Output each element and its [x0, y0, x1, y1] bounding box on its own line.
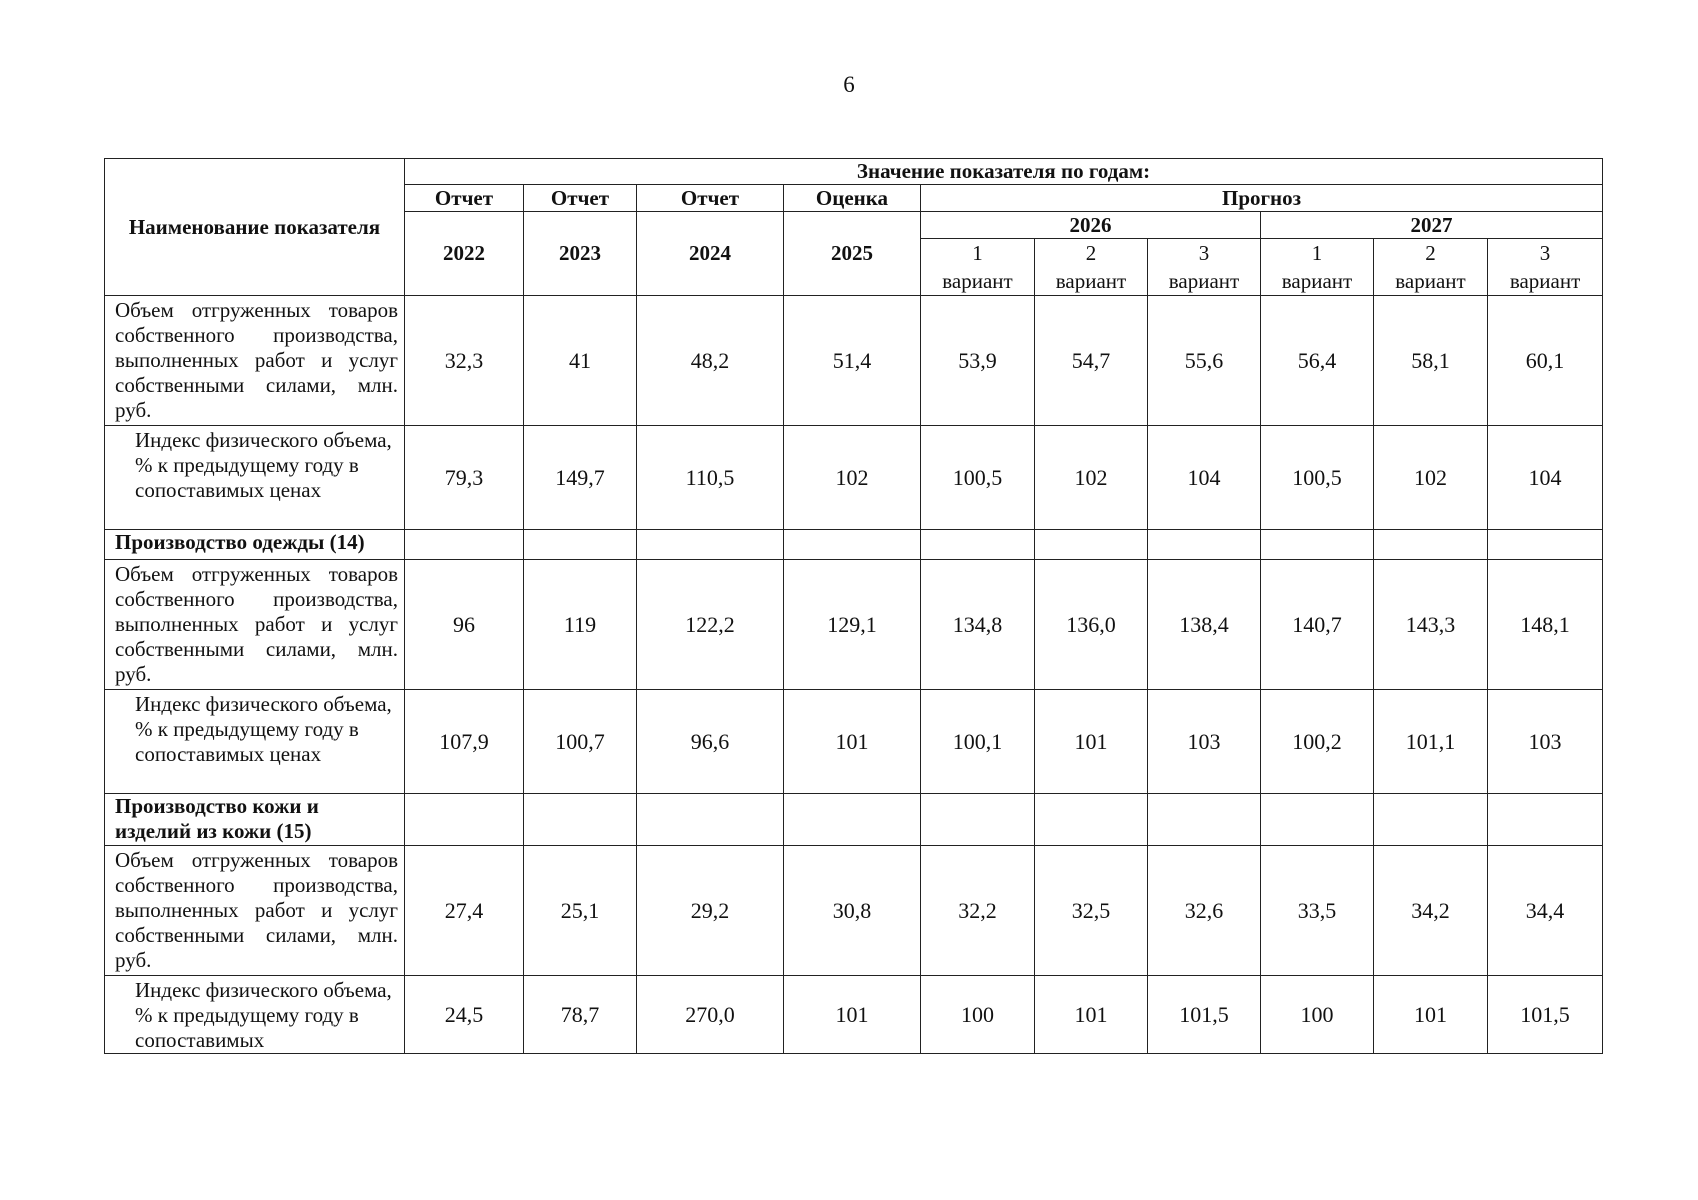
value-cell: 48,2 [637, 296, 784, 426]
report-header: Отчет [637, 185, 784, 212]
value-cell: 96 [405, 560, 524, 690]
value-cell: 103 [1148, 690, 1261, 794]
value-cell: 55,6 [1148, 296, 1261, 426]
value-cell: 96,6 [637, 690, 784, 794]
section-title: Производство одежды (14) [105, 530, 405, 560]
value-cell: 101 [1035, 690, 1148, 794]
value-cell: 60,1 [1488, 296, 1603, 426]
value-cell: 54,7 [1035, 296, 1148, 426]
forecast-header: Прогноз [921, 185, 1603, 212]
value-cell: 134,8 [921, 560, 1035, 690]
value-cell: 100,5 [921, 426, 1035, 530]
value-cell: 29,2 [637, 846, 784, 976]
table-row [105, 560, 1603, 690]
indicator-name: Объем отгруженных товаров собственного производства, выполненных работ и услуг собственными силами, млн. руб. [105, 296, 405, 426]
value-cell: 270,0 [637, 976, 784, 1054]
table-row [105, 690, 1603, 794]
table-row [105, 976, 1603, 1054]
value-cell: 101,1 [1374, 690, 1488, 794]
value-cell: 101 [1035, 976, 1148, 1054]
value-cell: 32,5 [1035, 846, 1148, 976]
value-cell: 33,5 [1261, 846, 1374, 976]
value-cell: 100,1 [921, 690, 1035, 794]
value-cell: 102 [784, 426, 921, 530]
section-title: Производство кожи и изделий из кожи (15) [105, 794, 405, 846]
value-cell: 30,8 [784, 846, 921, 976]
variant-header: 3 вариант [1488, 239, 1603, 296]
value-cell: 24,5 [405, 976, 524, 1054]
value-cell: 101,5 [1488, 976, 1603, 1054]
year-header: 2022 [405, 212, 524, 296]
table-row [105, 426, 1603, 530]
variant-header: 1 вариант [921, 239, 1035, 296]
indicator-name-header: Наименование показателя [105, 159, 405, 296]
indicator-name: Индекс физического объема, % к предыдущему году в сопоставимых ценах [105, 426, 405, 530]
value-cell: 32,3 [405, 296, 524, 426]
table-body [105, 296, 1603, 1054]
value-cell: 104 [1148, 426, 1261, 530]
forecast-year-header: 2027 [1261, 212, 1603, 239]
value-cell: 110,5 [637, 426, 784, 530]
value-cell: 122,2 [637, 560, 784, 690]
year-header: 2024 [637, 212, 784, 296]
value-cell: 100,2 [1261, 690, 1374, 794]
value-cell: 101,5 [1148, 976, 1261, 1054]
estimate-header: Оценка [784, 185, 921, 212]
year-header: 2025 [784, 212, 921, 296]
page-number: 6 [843, 72, 855, 97]
value-cell: 104 [1488, 426, 1603, 530]
value-cell: 140,7 [1261, 560, 1374, 690]
variant-header: 3 вариант [1148, 239, 1261, 296]
variant-header: 1 вариант [1261, 239, 1374, 296]
value-cell: 129,1 [784, 560, 921, 690]
year-header: 2023 [524, 212, 637, 296]
value-cell: 138,4 [1148, 560, 1261, 690]
value-cell: 100 [921, 976, 1035, 1054]
value-cell: 101 [784, 976, 921, 1054]
value-cell: 58,1 [1374, 296, 1488, 426]
value-cell: 32,2 [921, 846, 1035, 976]
value-cell: 119 [524, 560, 637, 690]
value-cell: 102 [1035, 426, 1148, 530]
indicator-name: Индекс физического объема, % к предыдущему году в сопоставимых [105, 976, 405, 1054]
value-cell: 100 [1261, 976, 1374, 1054]
value-cell: 34,2 [1374, 846, 1488, 976]
value-cell: 41 [524, 296, 637, 426]
value-cell: 53,9 [921, 296, 1035, 426]
table-header [105, 159, 1603, 296]
section-row [105, 794, 1603, 846]
indicators-table [104, 158, 1603, 1054]
variant-header: 2 вариант [1035, 239, 1148, 296]
value-cell: 25,1 [524, 846, 637, 976]
section-row [105, 530, 1603, 560]
value-cell: 51,4 [784, 296, 921, 426]
value-cell: 34,4 [1488, 846, 1603, 976]
report-header: Отчет [524, 185, 637, 212]
value-cell: 32,6 [1148, 846, 1261, 976]
value-cell: 101 [784, 690, 921, 794]
value-cell: 136,0 [1035, 560, 1148, 690]
indicator-name: Объем отгруженных товаров собственного производства, выполненных работ и услуг собственными силами, млн. руб. [105, 846, 405, 976]
value-cell: 102 [1374, 426, 1488, 530]
value-cell: 103 [1488, 690, 1603, 794]
values-by-year-header: Значение показателя по годам: [405, 159, 1603, 185]
value-cell: 100,5 [1261, 426, 1374, 530]
value-cell: 56,4 [1261, 296, 1374, 426]
value-cell: 148,1 [1488, 560, 1603, 690]
value-cell: 149,7 [524, 426, 637, 530]
value-cell: 78,7 [524, 976, 637, 1054]
table-row [105, 296, 1603, 426]
value-cell: 107,9 [405, 690, 524, 794]
value-cell: 79,3 [405, 426, 524, 530]
value-cell: 100,7 [524, 690, 637, 794]
value-cell: 143,3 [1374, 560, 1488, 690]
forecast-year-header: 2026 [921, 212, 1261, 239]
variant-header: 2 вариант [1374, 239, 1488, 296]
value-cell: 27,4 [405, 846, 524, 976]
value-cell: 101 [1374, 976, 1488, 1054]
table-row [105, 846, 1603, 976]
indicator-name: Объем отгруженных товаров собственного производства, выполненных работ и услуг собственными силами, млн. руб. [105, 560, 405, 690]
indicator-name: Индекс физического объема, % к предыдущему году в сопоставимых ценах [105, 690, 405, 794]
report-header: Отчет [405, 185, 524, 212]
